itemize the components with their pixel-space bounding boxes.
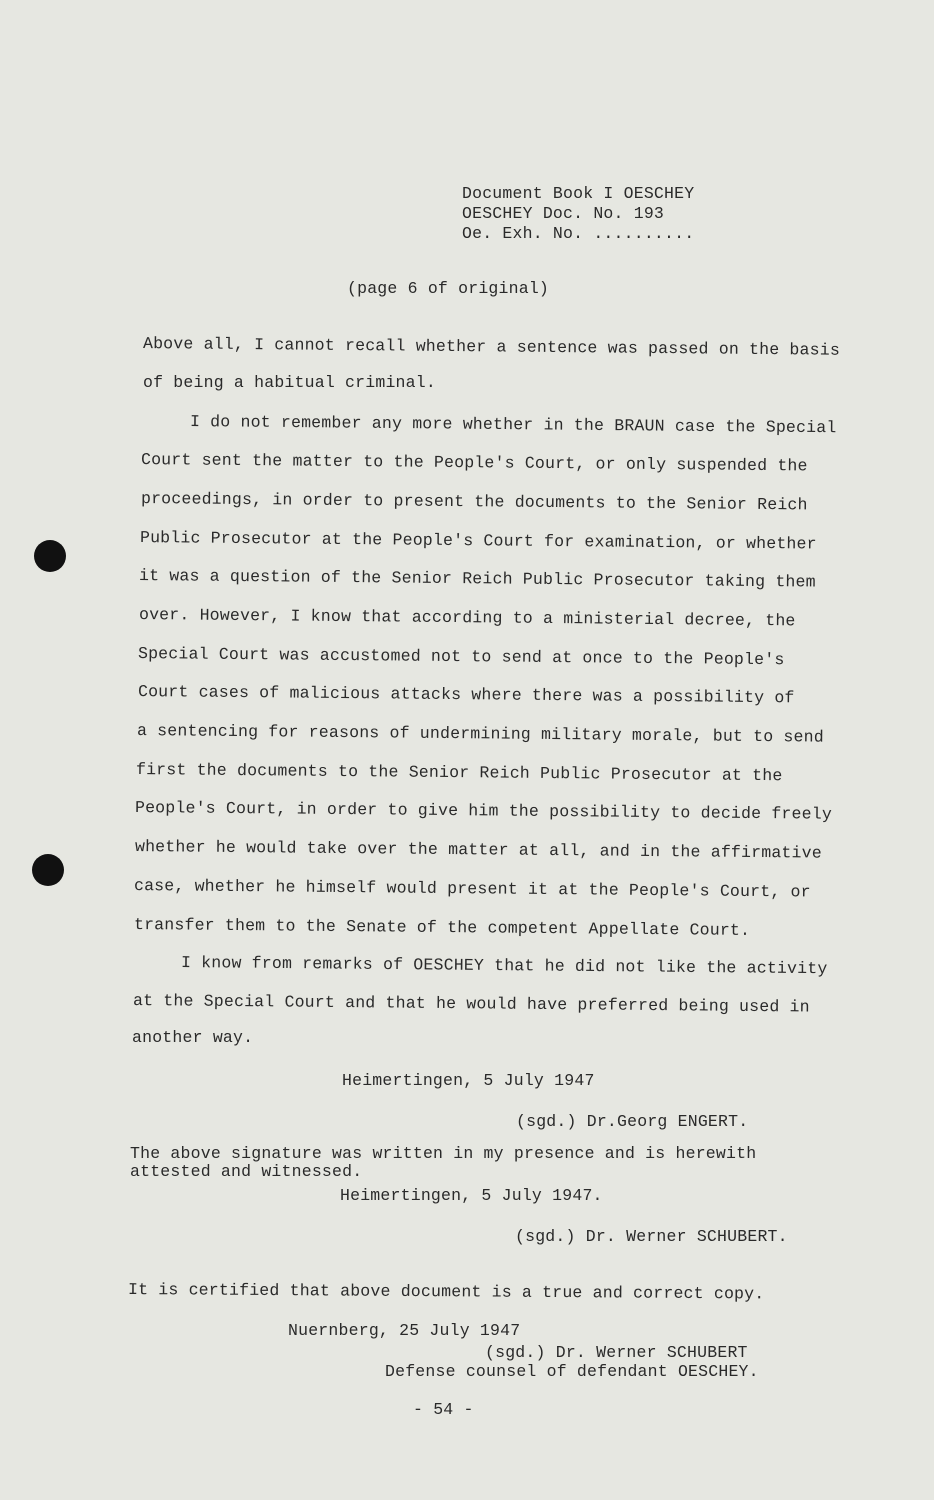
attestation-line-1: The above signature was written in my presence and is herewith bbox=[130, 1144, 757, 1163]
header-document-book: Document Book I OESCHEY bbox=[462, 184, 695, 203]
signature-schubert: (sgd.) Dr. Werner SCHUBERT. bbox=[515, 1227, 788, 1246]
body-line: Public Prosecutor at the People's Court for examination, or whether bbox=[139, 528, 817, 554]
defense-counsel-title: Defense counsel of defendant OESCHEY. bbox=[385, 1362, 759, 1381]
body-line: it was a question of the Senior Reich Public Prosecutor taking them bbox=[138, 566, 816, 592]
body-line: of being a habitual criminal. bbox=[143, 373, 436, 392]
place-date-2: Heimertingen, 5 July 1947. bbox=[340, 1186, 603, 1205]
place-date-3: Nuernberg, 25 July 1947 bbox=[288, 1321, 521, 1340]
body-line: first the documents to the Senior Reich Public Prosecutor at the bbox=[135, 760, 783, 786]
punch-hole-bottom bbox=[32, 854, 64, 886]
body-line: Court cases of malicious attacks where there was a possibility of bbox=[137, 682, 795, 708]
body-line: over. However, I know that according to a ministerial decree, the bbox=[138, 605, 796, 631]
body-line: transfer them to the Senate of the competent Appellate Court. bbox=[133, 915, 751, 940]
place-date-1: Heimertingen, 5 July 1947 bbox=[342, 1071, 595, 1090]
body-line: proceedings, in order to present the documents to the Senior Reich bbox=[140, 489, 808, 515]
certification-statement: It is certified that above document is a true and correct copy. bbox=[127, 1280, 765, 1304]
body-line: Court sent the matter to the People's Court, or only suspended the bbox=[140, 450, 808, 476]
body-line: Above all, I cannot recall whether a sentence was passed on the basis bbox=[142, 334, 841, 360]
body-line: I do not remember any more whether in the BRAUN case the Special bbox=[189, 412, 837, 438]
page-reference: (page 6 of original) bbox=[347, 279, 550, 298]
body-line: a sentencing for reasons of undermining military morale, but to send bbox=[136, 721, 824, 747]
signature-schubert-defense: (sgd.) Dr. Werner SCHUBERT bbox=[485, 1343, 748, 1362]
body-line: another way. bbox=[132, 1028, 254, 1047]
signature-engert: (sgd.) Dr.Georg ENGERT. bbox=[516, 1112, 749, 1131]
header-doc-number: OESCHEY Doc. No. 193 bbox=[462, 204, 665, 223]
body-line: case, whether he himself would present it at the People's Court, or bbox=[133, 876, 811, 902]
page-number: - 54 - bbox=[413, 1400, 474, 1419]
body-line: Special Court was accustomed not to send at once to the People's bbox=[137, 644, 785, 670]
body-line: whether he would take over the matter at all, and in the affirmative bbox=[134, 837, 822, 863]
attestation-line-2: attested and witnessed. bbox=[130, 1162, 363, 1181]
body-line: People's Court, in order to give him the possibility to decide freely bbox=[134, 798, 833, 824]
body-line: I know from remarks of OESCHEY that he did not like the activity bbox=[180, 953, 828, 979]
punch-hole-top bbox=[34, 540, 66, 572]
header-exhibit-number: Oe. Exh. No. .......... bbox=[462, 224, 695, 243]
body-line: at the Special Court and that he would have preferred being used in bbox=[132, 991, 810, 1017]
